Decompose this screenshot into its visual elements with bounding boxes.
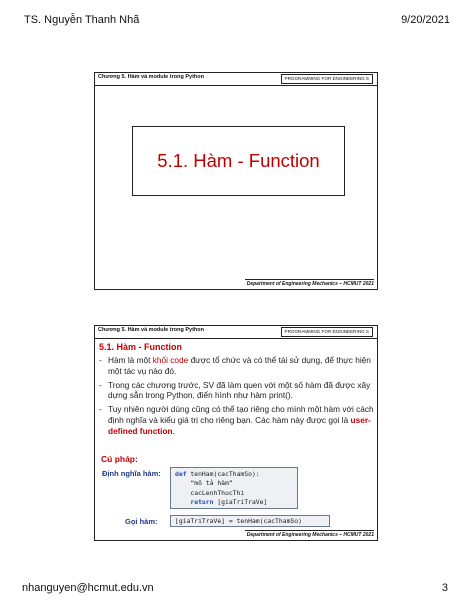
- syntax-label: Cú pháp:: [101, 454, 138, 464]
- footer-divider: [245, 279, 374, 280]
- code-block-call: [giaTriTraVe] = tenHam(cacThamSo): [170, 515, 330, 527]
- call-function-label: Gọi hàm:: [125, 517, 158, 526]
- code-block-define: def tenHam(cacThamSo): “mô tả hàm” cacLenhThucThi return [giaTriTraVe]: [170, 467, 298, 509]
- course-badge: PROGRAMMING FOR ENGINEERING S: [281, 327, 373, 337]
- chapter-label: Chương 5. Hàm và module trong Python: [98, 327, 204, 333]
- bullet-list: [99, 355, 375, 440]
- slide-header: [95, 73, 377, 86]
- bullet-item: - Trong các chương trước, SV đã làm quen với một số hàm đã được xây dựng sẵn trong Python, điển hình như hàm print().: [99, 379, 371, 401]
- slide-footer: Department of Engineering Mechanics – HCMUT 2021: [246, 532, 374, 538]
- slide-header: [95, 326, 377, 339]
- bullet-item: - Hàm là một khối code được tổ chức và có thể tái sử dụng, để thực hiện một tác vụ nào đó.: [99, 355, 371, 376]
- highlight-text: user-defined function: [108, 414, 371, 436]
- page-number: 3: [441, 582, 448, 594]
- title-box: [132, 126, 345, 196]
- date: 9/20/2021: [401, 14, 450, 26]
- author-name: TS. Nguyễn Thanh Nhã: [24, 14, 140, 26]
- define-function-label: Định nghĩa hàm:: [102, 469, 161, 478]
- author-email: nhanguyen@hcmut.edu.vn: [22, 582, 154, 594]
- bullet-item: - Tuy nhiên người dùng cũng có thể tạo riêng cho mình một hàm với cách định nghĩa và kiểu giá trị cho riêng bạn. Các hàm này được gọi là user-defined function.: [99, 404, 374, 436]
- slide-footer: Department of Engineering Mechanics – HCMUT 2021: [246, 281, 374, 287]
- slide-title-card: [94, 72, 378, 290]
- chapter-label: Chương 5. Hàm và module trong Python: [98, 74, 204, 80]
- course-badge: PROGRAMMING FOR ENGINEERING S: [281, 74, 373, 84]
- highlight-text: khối code: [152, 355, 189, 365]
- slide-title: 5.1. Hàm - Function: [157, 150, 320, 171]
- slide-content-card: [94, 325, 378, 541]
- section-heading: 5.1. Hàm - Function: [99, 342, 183, 352]
- footer-divider: [245, 530, 374, 531]
